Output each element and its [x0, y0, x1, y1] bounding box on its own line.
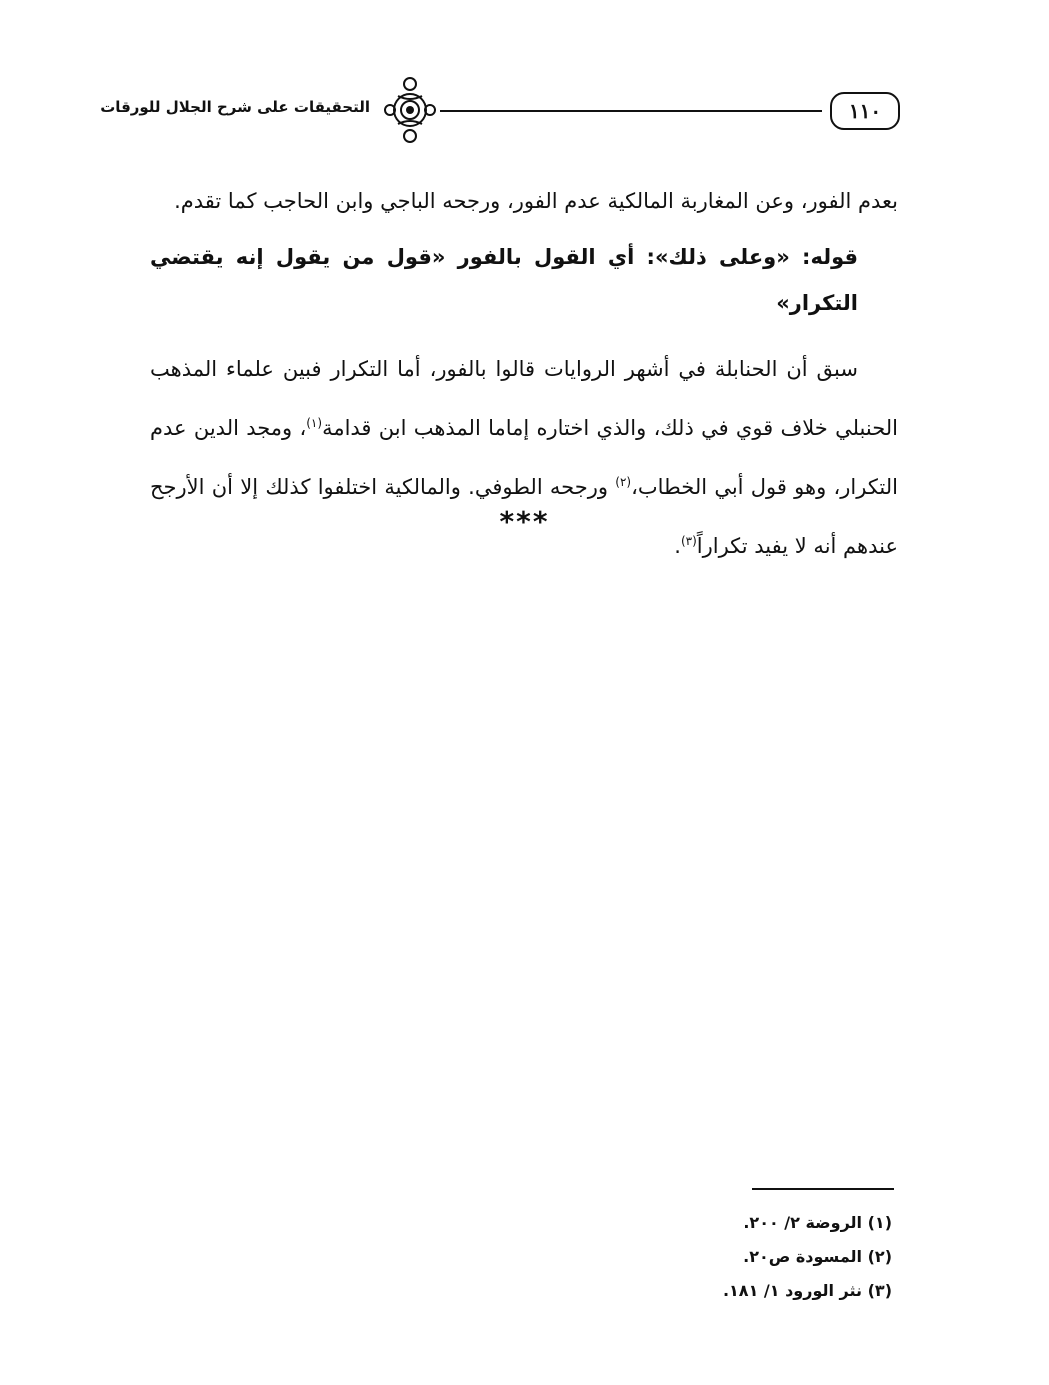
page-header [100, 70, 900, 150]
paragraph-end: . [674, 534, 681, 558]
paragraph-text-c: ورجحه الطوفي. والمالكية اختلفوا كذلك إلا أن الأرجح عندهم أنه لا يفيد تكراراً [150, 475, 898, 558]
page-number: ١١٠ [830, 92, 900, 130]
header-rule [440, 110, 822, 112]
footnote-ref-3: (٣) [680, 534, 697, 548]
section-separator: *** [499, 505, 550, 538]
footnotes [500, 1206, 892, 1308]
footnote-1: (١) الروضة ٢/ ٢٠٠. [743, 1213, 892, 1232]
text-line-continuation: بعدم الفور، وعن المغاربة المالكية عدم الفور، ورجحه الباجي وابن الحاجب كما تقدم. [174, 189, 898, 213]
footnote-rule [752, 1188, 894, 1190]
ornament-icon [382, 74, 438, 146]
footnote-2: (٢) المسودة ص٢٠. [743, 1247, 892, 1266]
running-title: التحقيقات على شرح الجلال للورقات [100, 98, 370, 116]
paragraph-text-a: سبق أن الحنابلة في أشهر الروايات قالوا بالفور، أما التكرار فبين علماء المذهب الحنبلي خلاف قوي في ذلك، والذي اختاره إماما المذهب ابن قدامة [150, 357, 898, 440]
commentary-paragraph [150, 342, 898, 573]
footnote-ref-1: (١) [306, 416, 323, 430]
commentary-quote: قوله: «وعلى ذلك»: أي القول بالفور «قول من يقول إنه يقتضي التكرار» [150, 245, 858, 315]
footnote-ref-2: (٢) [615, 475, 632, 489]
footnote-3: (٣) نثر الورود ١/ ١٨١. [722, 1281, 892, 1300]
paragraph-text-b: ، ومجد الدين عدم التكرار، وهو قول أبي الخطاب، [150, 416, 898, 499]
